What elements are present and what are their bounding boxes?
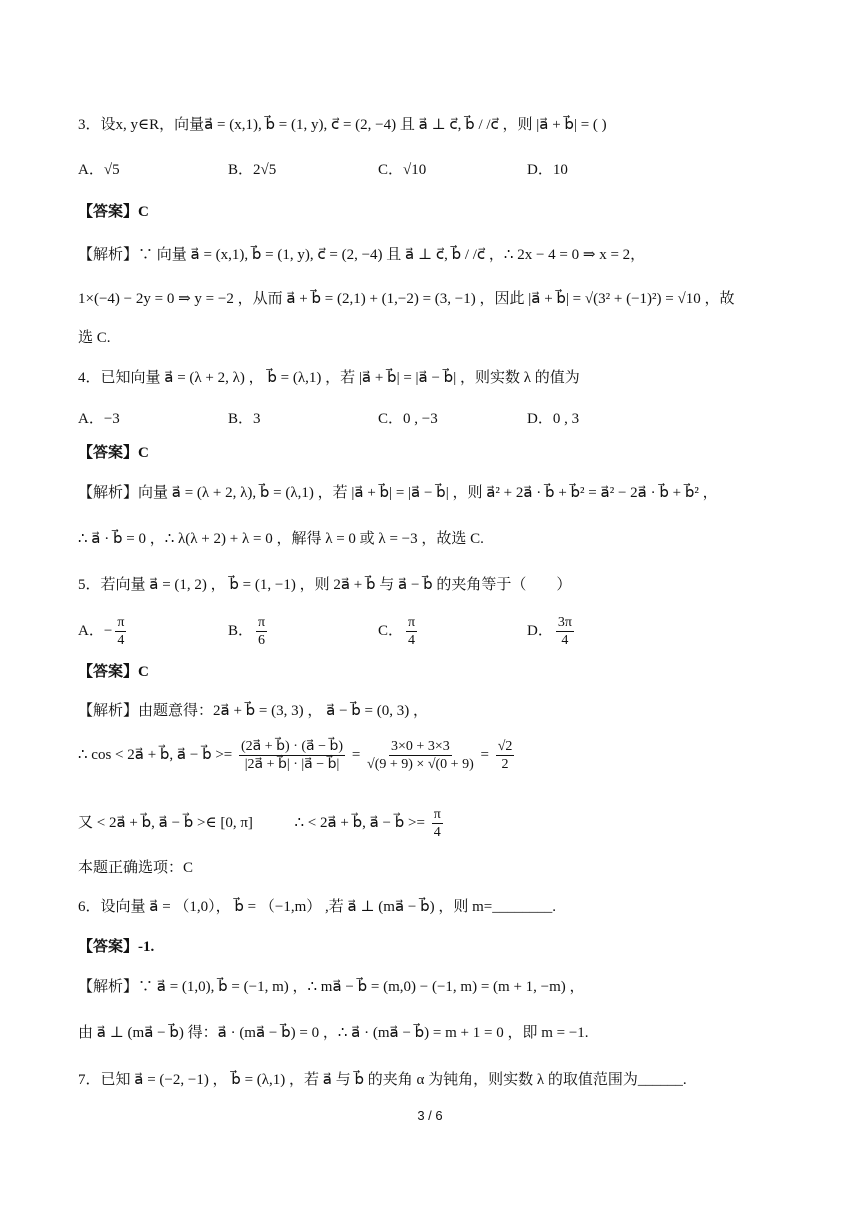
q5-option-d	[527, 614, 577, 649]
q4-option-b: B．3	[228, 411, 261, 427]
q5-option-c-fraction	[406, 614, 417, 649]
q5-analysis-line1: 【解析】由题意得：2a⃗ + b⃗ = (3, 3) ， a⃗ − b⃗ = (0, 3) ，	[78, 703, 428, 719]
q6-answer: 【答案】-1.	[78, 939, 155, 955]
q3-answer: 【答案】C	[78, 204, 149, 220]
q5-answer: 【答案】C	[78, 664, 149, 680]
q5-option-a	[78, 614, 129, 649]
fraction-denominator: √(9 + 9) × √(0 + 9)	[367, 757, 474, 772]
q4-stem: 4．已知向量 a⃗ = (λ + 2, λ) ， b⃗ = (λ,1) ，若 |a⃗ + b⃗| = |a⃗ − b⃗| ，则实数 λ 的值为	[78, 370, 580, 386]
q5-option-b-label: B．	[228, 622, 254, 639]
q4-answer: 【答案】C	[78, 445, 149, 461]
q5-stem: 5．若向量 a⃗ = (1, 2) ， b⃗ = (1, −1) ，则 2a⃗ + b⃗ 与 a⃗ − b⃗ 的夹角等于（ ）	[78, 577, 572, 593]
fraction-denominator: 6	[258, 633, 266, 648]
equals-sign: =	[480, 746, 489, 763]
q7-stem: 7．已知 a⃗ = (−2, −1) ， b⃗ = (λ,1) ，若 a⃗ 与 b⃗ 的夹角 α 为钝角，则实数 λ 的取值范围为______.	[78, 1072, 687, 1088]
q6-analysis-line2: 由 a⃗ ⊥ (ma⃗ − b⃗) 得：a⃗ · (ma⃗ − b⃗) = 0 ，∴ a⃗ · (ma⃗ − b⃗) = m + 1 = 0 ，即 m = −1.	[78, 1025, 589, 1041]
q4-option-c: C．0 , −3	[378, 411, 438, 427]
fraction-denominator: 2	[501, 757, 509, 772]
fraction-numerator: 3×0 + 3×3	[391, 739, 450, 754]
fraction-denominator: 4	[117, 633, 125, 648]
q3-analysis-line2: 1×(−4) − 2y = 0 ⇒ y = −2 ，从而 a⃗ + b⃗ = (2,1) + (1,−2) = (3, −1) ，因此 |a⃗ + b⃗| = √(3² + (−1)²) = √10 ，故	[78, 291, 735, 307]
q3-option-d: D．10	[527, 162, 568, 178]
cosine-fraction-3	[496, 738, 515, 773]
fraction-numerator: π	[433, 807, 441, 822]
q5-result-fraction	[432, 806, 443, 841]
fraction-numerator: √2	[497, 739, 513, 754]
q5-result-lhs: ∴ < 2a⃗ + b⃗, a⃗ − b⃗ >=	[294, 814, 425, 831]
equals-sign: =	[351, 746, 361, 763]
cosine-lhs: ∴ cos < 2a⃗ + b⃗, a⃗ − b⃗ >=	[78, 746, 233, 763]
fraction-denominator: 4	[408, 633, 416, 648]
q3-analysis-line3: 选 C.	[78, 330, 111, 346]
fraction-numerator: (2a⃗ + b⃗) · (a⃗ − b⃗)	[241, 739, 344, 754]
q5-option-b	[228, 614, 270, 649]
fraction-numerator: π	[117, 615, 125, 630]
fraction-denominator: 4	[561, 633, 569, 648]
q3-option-c: C．√10	[378, 162, 427, 178]
q5-option-d-fraction	[556, 614, 574, 649]
q4-option-a: A．−3	[78, 411, 120, 427]
q3-option-b: B．2√5	[228, 162, 277, 178]
page-number: 3 / 6	[417, 1108, 443, 1123]
q5-option-d-label: D．	[527, 622, 553, 639]
fraction-denominator: 4	[433, 825, 441, 840]
q5-option-a-label: A．	[78, 622, 104, 639]
q3-analysis-line1: 【解析】∵ 向量 a⃗ = (x,1), b⃗ = (1, y), c⃗ = (2, −4) 且 a⃗ ⊥ c⃗, b⃗ / /c⃗ ，∴ 2x − 4 = 0 ⇒ x = 2，	[78, 247, 646, 263]
q5-range-line	[78, 806, 446, 841]
cosine-fraction-2	[367, 738, 474, 773]
q5-cosine-formula	[78, 738, 517, 773]
fraction-numerator: π	[258, 615, 266, 630]
fraction-numerator: 3π	[557, 615, 572, 630]
q4-analysis-line1: 【解析】向量 a⃗ = (λ + 2, λ), b⃗ = (λ,1) ，若 |a⃗ + b⃗| = |a⃗ − b⃗| ，则 a⃗² + 2a⃗ · b⃗ + b⃗² = a⃗² − 2a⃗ · b⃗ + b⃗² ，	[78, 485, 718, 501]
q4-analysis-line2: ∴ a⃗ · b⃗ = 0 ，∴ λ(λ + 2) + λ = 0 ，解得 λ = 0 或 λ = −3 ，故选 C.	[78, 531, 484, 547]
cosine-fraction-1	[239, 738, 345, 773]
fraction-numerator: π	[408, 615, 416, 630]
q5-option-c-label: C．	[378, 622, 404, 639]
q5-range-text: 又 < 2a⃗ + b⃗, a⃗ − b⃗ >∈ [0, π]	[78, 814, 253, 831]
q5-option-a-sign: −	[103, 622, 113, 639]
fraction-denominator: |2a⃗ + b⃗| · |a⃗ − b⃗|	[244, 757, 340, 772]
q5-conclusion: 本题正确选项：C	[78, 860, 194, 876]
q4-option-d: D．0 , 3	[527, 411, 580, 427]
q5-option-b-fraction	[256, 614, 267, 649]
q5-option-c	[378, 614, 420, 649]
q5-option-a-fraction	[115, 614, 126, 649]
q3-option-a: A．√5	[78, 162, 120, 178]
q3-stem: 3．设x, y∈R，向量a⃗ = (x,1), b⃗ = (1, y), c⃗ = (2, −4) 且 a⃗ ⊥ c⃗, b⃗ / /c⃗ ，则 |a⃗ + b⃗| = ( )	[78, 117, 607, 133]
q6-analysis-line1: 【解析】∵ a⃗ = (1,0), b⃗ = (−1, m) ，∴ ma⃗ − b⃗ = (m,0) − (−1, m) = (m + 1, −m) ，	[78, 979, 585, 995]
q6-stem: 6．设向量 a⃗ = （1,0）， b⃗ = （−1,m） ,若 a⃗ ⊥ (ma⃗ − b⃗) ，则 m=________.	[78, 899, 557, 915]
